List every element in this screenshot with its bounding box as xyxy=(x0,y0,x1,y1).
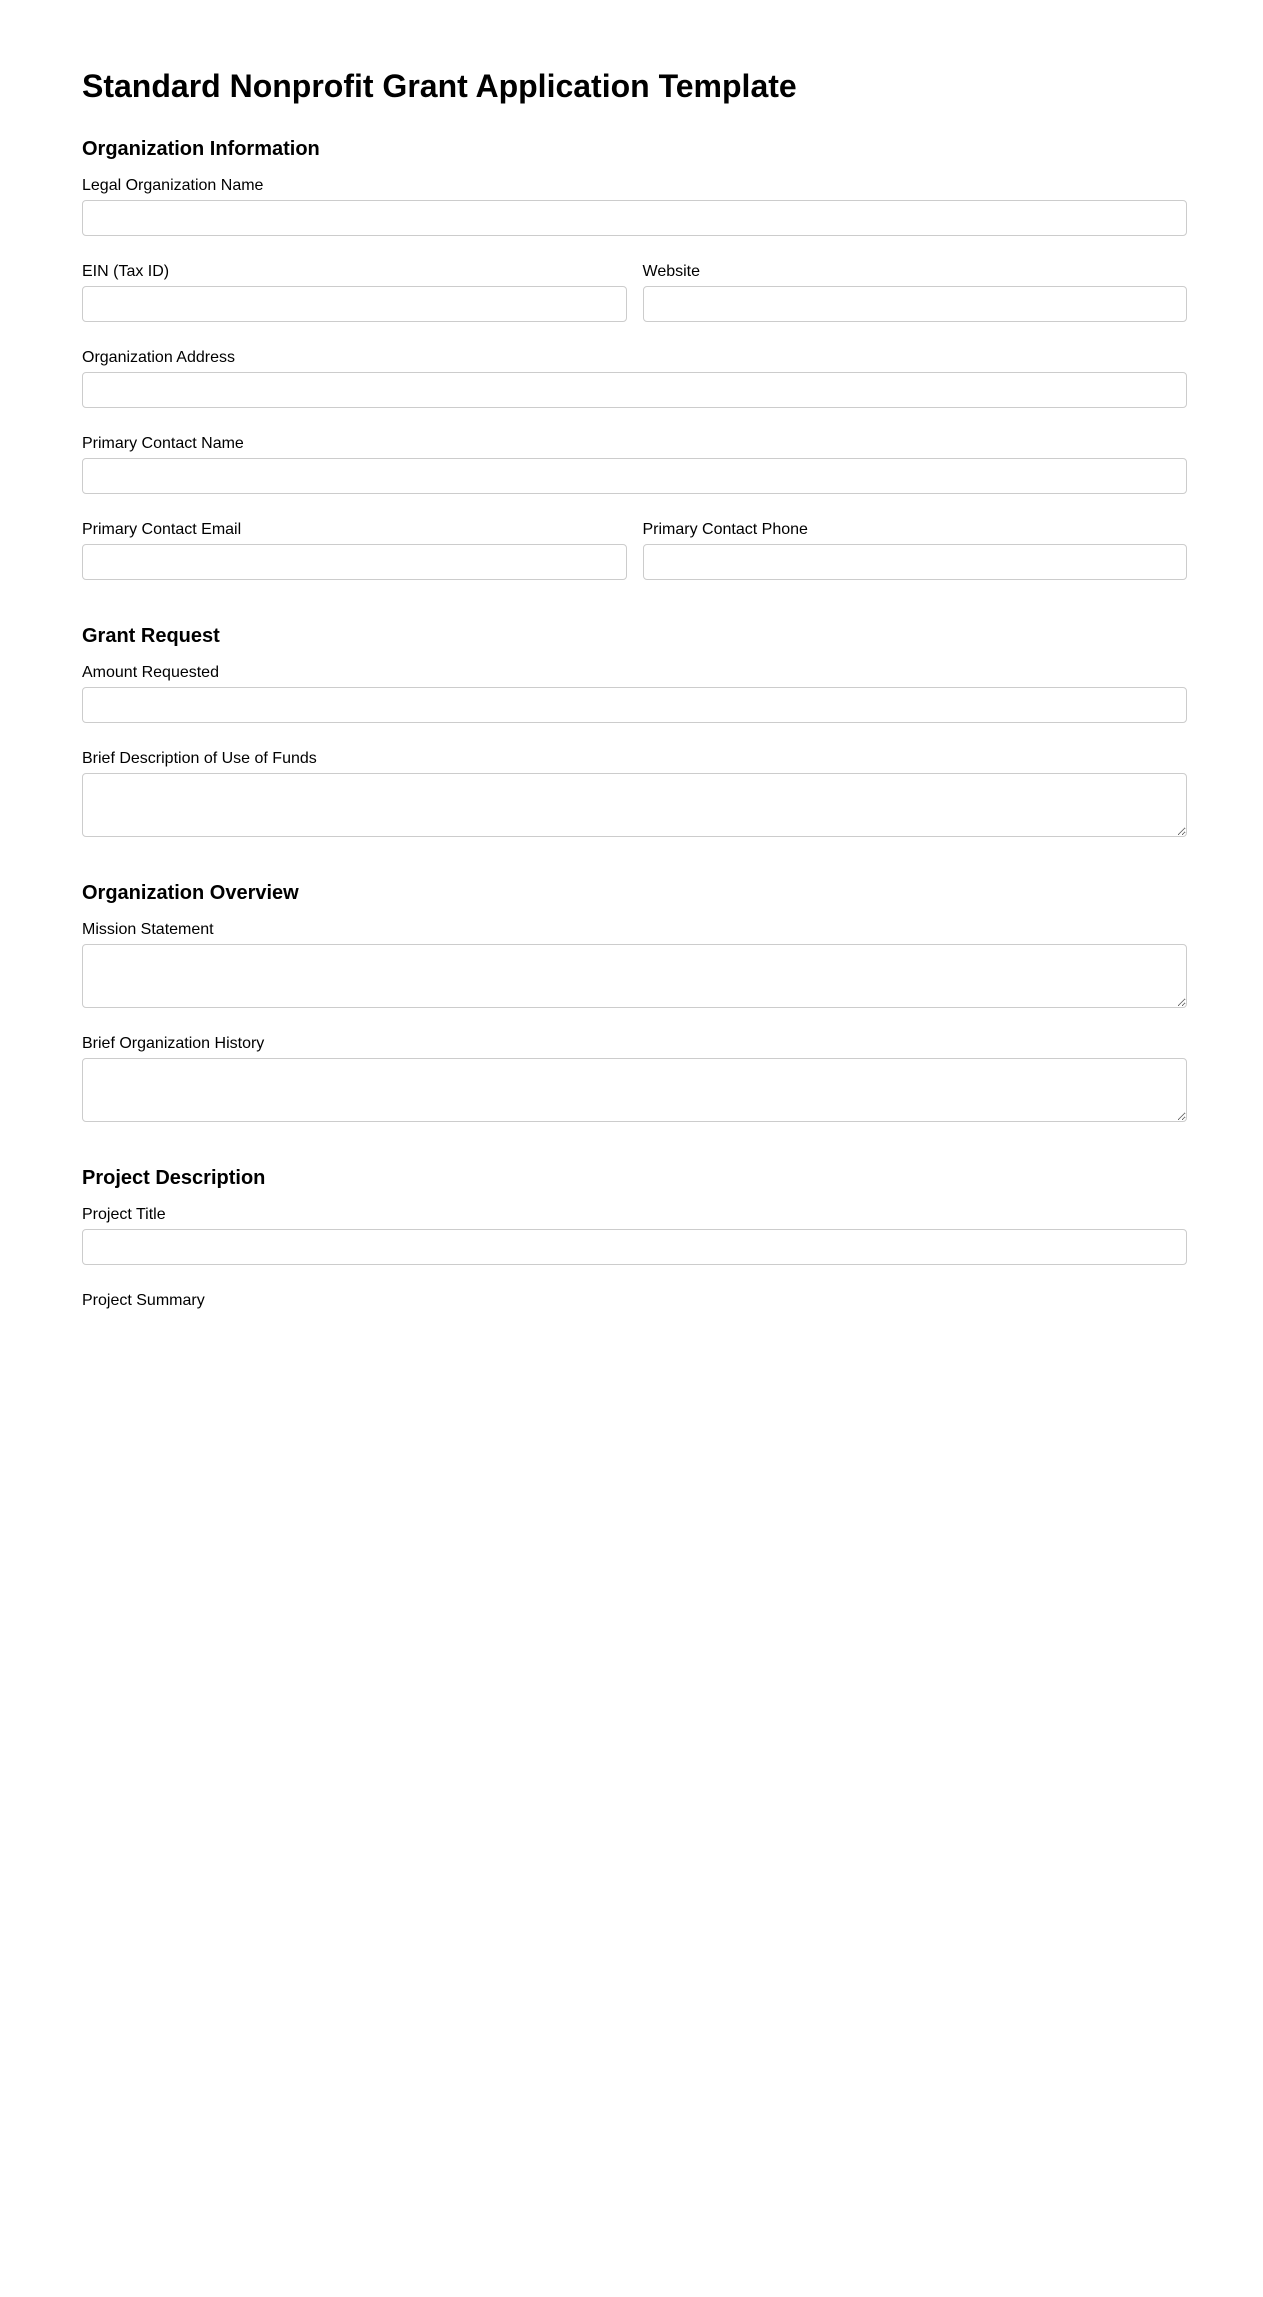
address-label: Organization Address xyxy=(82,349,235,366)
website-input[interactable] xyxy=(643,286,1188,322)
amount-input[interactable] xyxy=(82,687,1187,723)
website-label: Website xyxy=(642,263,701,280)
use-of-funds-label: Brief Description of Use of Funds xyxy=(82,750,317,767)
section-organization-information xyxy=(82,137,1187,580)
contact-email-label: Primary Contact Email xyxy=(82,521,242,538)
history-label: Brief Organization History xyxy=(82,1035,265,1052)
section-heading: Grant Request xyxy=(82,625,220,647)
contact-name-label: Primary Contact Name xyxy=(82,435,244,452)
section-heading: Organization Overview xyxy=(82,882,299,904)
section-heading: Project Description xyxy=(82,1167,266,1189)
mission-label: Mission Statement xyxy=(82,921,214,938)
address-input[interactable] xyxy=(82,372,1187,408)
ein-label: EIN (Tax ID) xyxy=(82,263,170,280)
project-title-input[interactable] xyxy=(82,1229,1187,1265)
contact-phone-label: Primary Contact Phone xyxy=(642,521,808,538)
ein-input[interactable] xyxy=(82,286,627,322)
section-grant-request xyxy=(82,624,1187,837)
page-title: Standard Nonprofit Grant Application Template xyxy=(82,68,797,104)
section-organization-overview xyxy=(82,881,1187,1122)
amount-label: Amount Requested xyxy=(82,664,219,681)
grant-application-form xyxy=(82,67,1187,1315)
project-title-label: Project Title xyxy=(82,1206,166,1223)
contact-name-input[interactable] xyxy=(82,458,1187,494)
section-project-description xyxy=(82,1166,1187,1311)
contact-email-input[interactable] xyxy=(82,544,627,580)
use-of-funds-textarea[interactable] xyxy=(82,773,1187,837)
history-textarea[interactable] xyxy=(82,1058,1187,1122)
mission-textarea[interactable] xyxy=(82,944,1187,1008)
legal-name-input[interactable] xyxy=(82,200,1187,236)
section-heading: Organization Information xyxy=(82,138,320,160)
project-summary-label: Project Summary xyxy=(82,1292,205,1309)
contact-phone-input[interactable] xyxy=(643,544,1188,580)
legal-name-label: Legal Organization Name xyxy=(82,177,264,194)
